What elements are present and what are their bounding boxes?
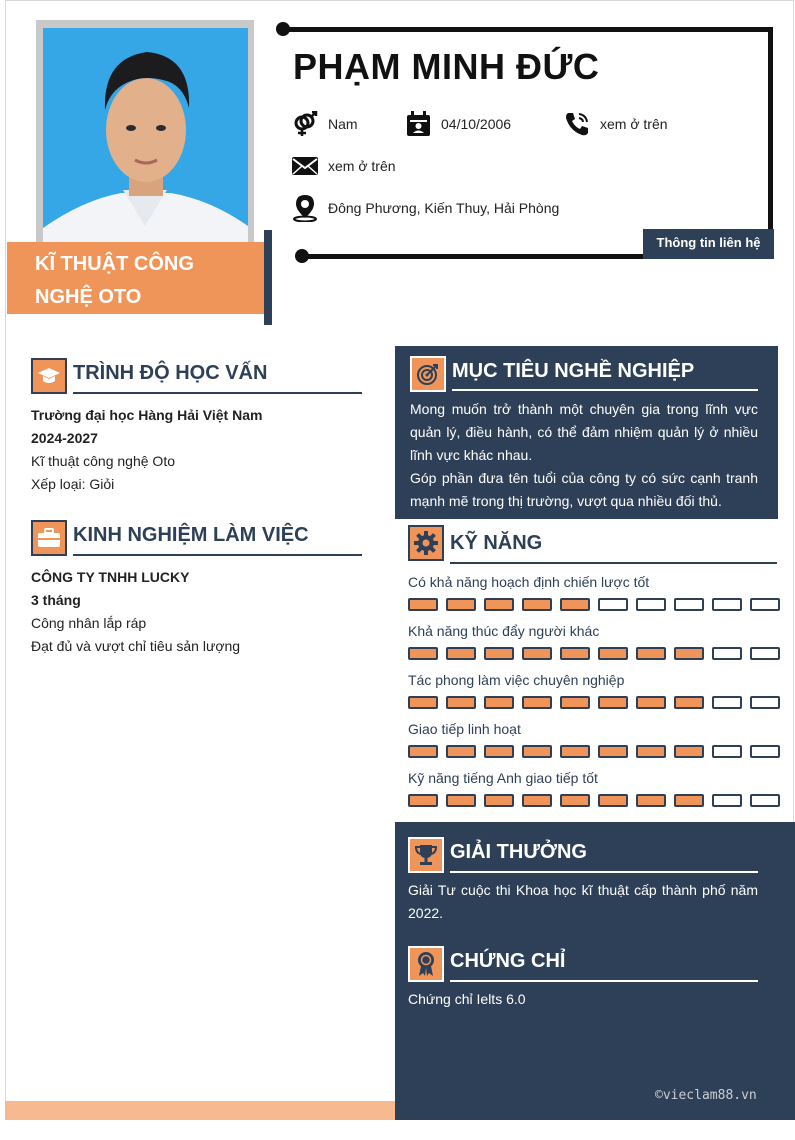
- skill-name: Khả năng thúc đẩy người khác: [408, 623, 600, 639]
- skill-segment-filled: [598, 647, 628, 660]
- skill-level-bar: [408, 647, 780, 660]
- watermark: ©vieclam88.vn: [655, 1088, 757, 1103]
- header-frame-bottom: [301, 254, 645, 259]
- skill-segment-filled: [598, 745, 628, 758]
- education-details: [31, 404, 262, 496]
- certificates-icon-box: [408, 946, 444, 982]
- gear-icon: [413, 530, 439, 556]
- skill-segment-filled: [598, 696, 628, 709]
- skill-segment-filled: [408, 745, 438, 758]
- skill-segment-empty: [712, 696, 742, 709]
- skill-segment-empty: [750, 598, 780, 611]
- skill-segment-empty: [750, 794, 780, 807]
- skill-segment-filled: [560, 696, 590, 709]
- objective-text: [410, 398, 758, 513]
- skill-segment-filled: [484, 696, 514, 709]
- email-info: [292, 151, 396, 181]
- skill-segment-filled: [522, 647, 552, 660]
- trophy-icon: [414, 843, 438, 867]
- header-dot-top: [276, 22, 290, 36]
- mail-icon: [292, 156, 318, 176]
- skill-segment-filled: [446, 794, 476, 807]
- skill-name: Có khả năng hoạch định chiến lược tốt: [408, 574, 650, 590]
- photo-frame: [36, 20, 254, 244]
- calendar-icon: [406, 111, 431, 137]
- contact-info-tag: Thông tin liên hệ: [643, 229, 774, 259]
- job-title-accent-bar: [264, 230, 272, 325]
- skill-segment-filled: [408, 696, 438, 709]
- location-icon: [292, 194, 318, 222]
- skill-segment-filled: [408, 794, 438, 807]
- gender-info: [292, 109, 358, 139]
- certificates-text: Chứng chỉ Ielts 6.0: [408, 991, 526, 1007]
- experience-title: KINH NGHIỆM LÀM VIỆC: [73, 524, 309, 546]
- skill-segment-filled: [522, 745, 552, 758]
- header-frame-right: [768, 27, 773, 257]
- certificates-title-underline: [450, 980, 758, 982]
- education-title-underline: [73, 392, 362, 394]
- skill-segment-empty: [636, 598, 666, 611]
- education-school: Trường đại học Hàng Hải Việt Nam: [31, 407, 263, 423]
- skill-level-bar: [408, 696, 780, 709]
- graduation-cap-icon: [37, 366, 61, 386]
- awards-icon-box: [408, 837, 444, 873]
- skill-segment-empty: [712, 647, 742, 660]
- experience-title-underline: [73, 554, 362, 556]
- skill-segment-empty: [712, 745, 742, 758]
- skill-segment-empty: [750, 696, 780, 709]
- skill-name: Tác phong làm việc chuyên nghiệp: [408, 672, 625, 688]
- education-years: 2024-2027: [31, 430, 98, 446]
- skill-segment-empty: [674, 598, 704, 611]
- header-dot-bottom: [295, 249, 309, 263]
- skill-segment-filled: [636, 647, 666, 660]
- profile-photo: [43, 28, 248, 244]
- skill-segment-filled: [446, 647, 476, 660]
- objective-title: MỤC TIÊU NGHỀ NGHIỆP: [452, 360, 695, 382]
- skill-segment-filled: [446, 598, 476, 611]
- skill-segment-filled: [408, 647, 438, 660]
- birthdate-value: 04/10/2006: [441, 116, 512, 132]
- certificate-icon: [414, 951, 438, 977]
- objective-line-2: Góp phần đưa tên tuổi của công ty có sức cạnh tranh mạnh mẽ trong thị trường, vượt qua nhiều đối thủ.: [410, 470, 758, 509]
- footer-accent-bar: [5, 1101, 395, 1120]
- skills-title-underline: [450, 562, 777, 564]
- skill-segment-filled: [522, 696, 552, 709]
- job-title: KĨ THUẬT CÔNG NGHỆ OTO: [35, 253, 194, 308]
- skill-segment-filled: [598, 794, 628, 807]
- briefcase-icon: [37, 528, 61, 548]
- skill-segment-empty: [598, 598, 628, 611]
- skill-segment-filled: [674, 647, 704, 660]
- skill-segment-filled: [674, 696, 704, 709]
- awards-title: GIẢI THƯỞNG: [450, 841, 587, 863]
- target-icon: [416, 362, 440, 386]
- education-title: TRÌNH ĐỘ HỌC VẤN: [73, 362, 268, 384]
- education-icon-box: [31, 358, 67, 394]
- skill-segment-filled: [560, 794, 590, 807]
- birthdate-info: [406, 109, 511, 139]
- phone-value: xem ở trên: [600, 116, 668, 132]
- awards-title-underline: [450, 871, 758, 873]
- skill-segment-filled: [636, 696, 666, 709]
- awards-text: Giải Tư cuộc thi Khoa học kĩ thuật cấp thành phố năm 2022.: [408, 882, 758, 921]
- skill-segment-filled: [446, 696, 476, 709]
- candidate-name: PHẠM MINH ĐỨC: [293, 46, 600, 87]
- skill-segment-empty: [712, 794, 742, 807]
- skill-segment-filled: [636, 794, 666, 807]
- phone-info: [564, 109, 668, 139]
- skill-segment-filled: [522, 794, 552, 807]
- experience-role: Công nhân lắp ráp: [31, 615, 147, 631]
- skill-segment-filled: [674, 745, 704, 758]
- skill-level-bar: [408, 745, 780, 758]
- experience-details: [31, 566, 240, 658]
- skill-segment-filled: [674, 794, 704, 807]
- objective-line-1: Mong muốn trở thành một chuyên gia trong lĩnh vực quản lý, điều hành, có thể đảm nhiệm quản lý ở nhiều lĩnh vực khác nhau.: [410, 401, 758, 463]
- email-value: xem ở trên: [328, 158, 396, 174]
- gender-value: Nam: [328, 116, 358, 132]
- skill-segment-filled: [522, 598, 552, 611]
- address-info: [292, 193, 559, 223]
- skill-segment-filled: [484, 598, 514, 611]
- skill-segment-filled: [408, 598, 438, 611]
- skills-icon-box: [408, 525, 444, 561]
- certificates-title: CHỨNG CHỈ: [450, 950, 566, 972]
- skill-segment-empty: [750, 745, 780, 758]
- skill-name: Kỹ năng tiếng Anh giao tiếp tốt: [408, 770, 598, 786]
- experience-duration: 3 tháng: [31, 592, 81, 608]
- job-title-band: [7, 242, 264, 314]
- skill-segment-filled: [636, 745, 666, 758]
- address-value: Đông Phương, Kiến Thuy, Hải Phòng: [328, 200, 560, 216]
- skill-name: Giao tiếp linh hoạt: [408, 721, 521, 737]
- skill-segment-filled: [560, 745, 590, 758]
- skill-segment-filled: [560, 647, 590, 660]
- skill-segment-filled: [484, 745, 514, 758]
- skill-segment-empty: [712, 598, 742, 611]
- experience-icon-box: [31, 520, 67, 556]
- phone-icon: [564, 111, 590, 137]
- objective-title-underline: [452, 389, 758, 391]
- experience-achievement: Đạt đủ và vượt chỉ tiêu sản lượng: [31, 638, 241, 654]
- skill-level-bar: [408, 794, 780, 807]
- skill-segment-filled: [484, 647, 514, 660]
- education-grade: Xếp loại: Giỏi: [31, 476, 115, 492]
- education-major: Kĩ thuật công nghệ Oto: [31, 453, 175, 469]
- skills-title: KỸ NĂNG: [450, 532, 543, 554]
- skill-segment-filled: [560, 598, 590, 611]
- skill-segment-filled: [484, 794, 514, 807]
- header-frame-top: [282, 27, 773, 32]
- skill-segment-empty: [750, 647, 780, 660]
- gender-icon: [292, 111, 318, 137]
- objective-icon-box: [410, 356, 446, 392]
- skill-level-bar: [408, 598, 780, 611]
- experience-company: CÔNG TY TNHH LUCKY: [31, 569, 190, 585]
- skill-segment-filled: [446, 745, 476, 758]
